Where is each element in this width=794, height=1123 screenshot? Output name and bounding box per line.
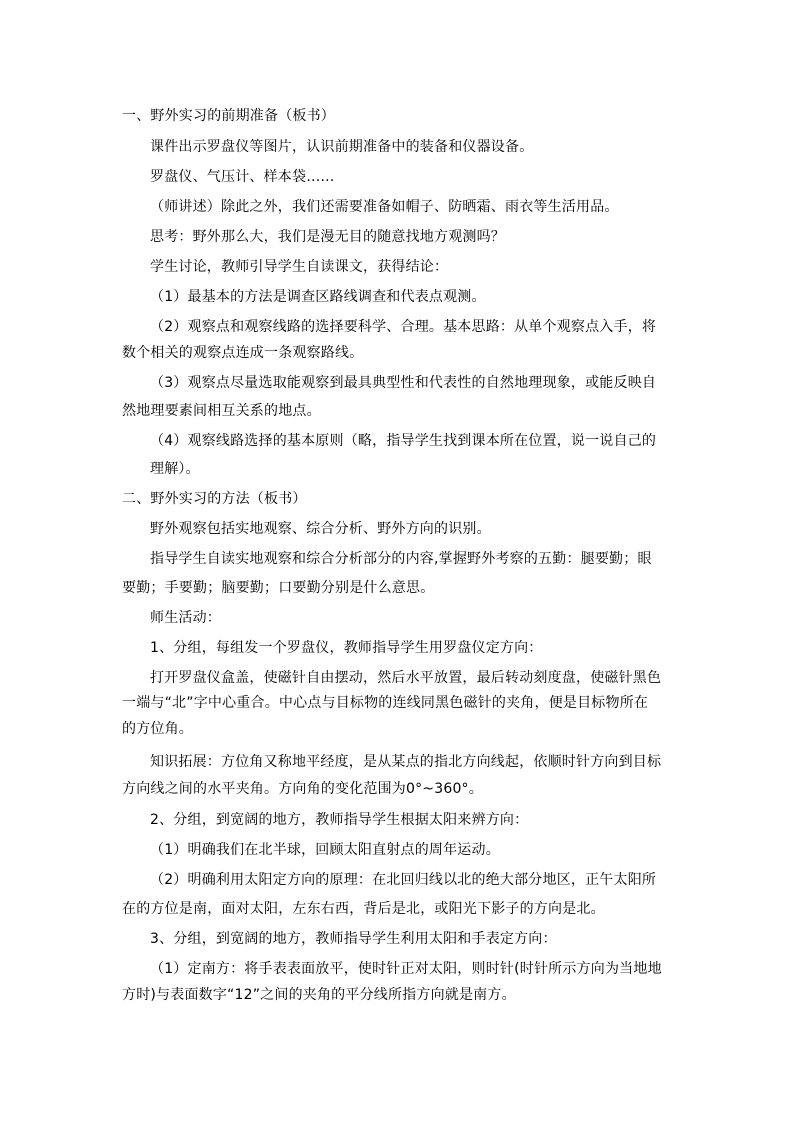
paragraph-line: 3、分组，到宽阔的地方，教师指导学生利用太阳和手表定方向： [150,931,557,947]
paragraph-line: 在的方位是南，面对太阳，左东右西，背后是北，或阳光下影子的方向是北。 [122,901,605,917]
paragraph-line: 数个相关的观察点连成一条观察路线。 [122,345,364,361]
section-heading-1: 一、野外实习的前期准备（板书） [122,108,335,124]
paragraph-line: （师讲述）除此之外，我们还需要准备如帽子、防晒霜、雨衣等生活用品。 [150,199,619,215]
section-heading-2: 二、野外实习的方法（板书） [122,491,307,507]
paragraph-line: 野外观察包括实地观察、综合分析、野外方向的识别。 [150,521,491,537]
paragraph-line: 理解）。 [150,461,200,477]
paragraph-line: 罗盘仪、气压计、样本袋…… [150,169,335,185]
paragraph-line: 然地理要素间相互关系的地点。 [122,403,321,419]
paragraph-line: 方向线之间的水平夹角。方向角的变化范围为0°~360°。 [122,781,483,797]
paragraph-line: 课件出示罗盘仪等图片，认识前期准备中的装备和仪器设备。 [150,139,534,155]
paragraph-line: （3）观察点尽量选取能观察到最具典型性和代表性的自然地理现象，或能反映自 [150,375,657,391]
paragraph-line: 学生讨论，教师引导学生自读课文，获得结论： [150,259,449,275]
paragraph-line: （4）观察线路选择的基本原则（略，指导学生找到课本所在位置，说一说自己的 [150,433,657,449]
paragraph-line: 指导学生自读实地观察和综合分析部分的内容,掌握野外考察的五勤：腿要勤；眼 [150,551,652,567]
paragraph-line: （1）定南方：将手表表面放平，使时针正对太阳，则时针(时针所示方向为当地地 [150,961,662,977]
paragraph-line: （1）明确我们在北半球，回顾太阳直射点的周年运动。 [150,842,500,858]
paragraph-line: 打开罗盘仪盒盖，使磁针自由摆动，然后水平放置，最后转动刻度盘，使磁针黑色 [150,670,662,686]
paragraph-line: 知识拓展：方位角又称地平经度，是从某点的指北方向线起，依顺时针方向到目标 [150,754,662,770]
paragraph-line: 师生活动： [150,610,221,626]
paragraph-line: （1）最基本的方法是调查区路线调查和代表点观测。 [150,289,486,305]
paragraph-line: 2、分组，到宽阔的地方，教师指导学生根据太阳来辨方向： [150,812,529,828]
paragraph-line: （2）观察点和观察线路的选择要科学、合理。基本思路：从单个观察点入手，将 [150,319,657,335]
paragraph-line: 1、分组，每组发一个罗盘仪，教师指导学生用罗盘仪定方向： [150,640,543,656]
paragraph-line: 方时)与表面数字“12”之间的夹角的平分线所指方向就是南方。 [122,987,516,1003]
paragraph-line: （2）明确利用太阳定方向的原理：在北回归线以北的绝大部分地区，正午太阳所 [150,872,657,888]
paragraph-line: 一端与“北”字中心重合。中心点与目标物的连线同黑色磁针的夹角，便是目标物所在 [122,695,649,711]
paragraph-line: 要勤；手要勤；脑要勤；口要勤分别是什么意思。 [122,580,435,596]
paragraph-line: 的方位角。 [122,721,193,737]
paragraph-line: 思考：野外那么大，我们是漫无目的随意找地方观测吗？ [150,229,505,245]
